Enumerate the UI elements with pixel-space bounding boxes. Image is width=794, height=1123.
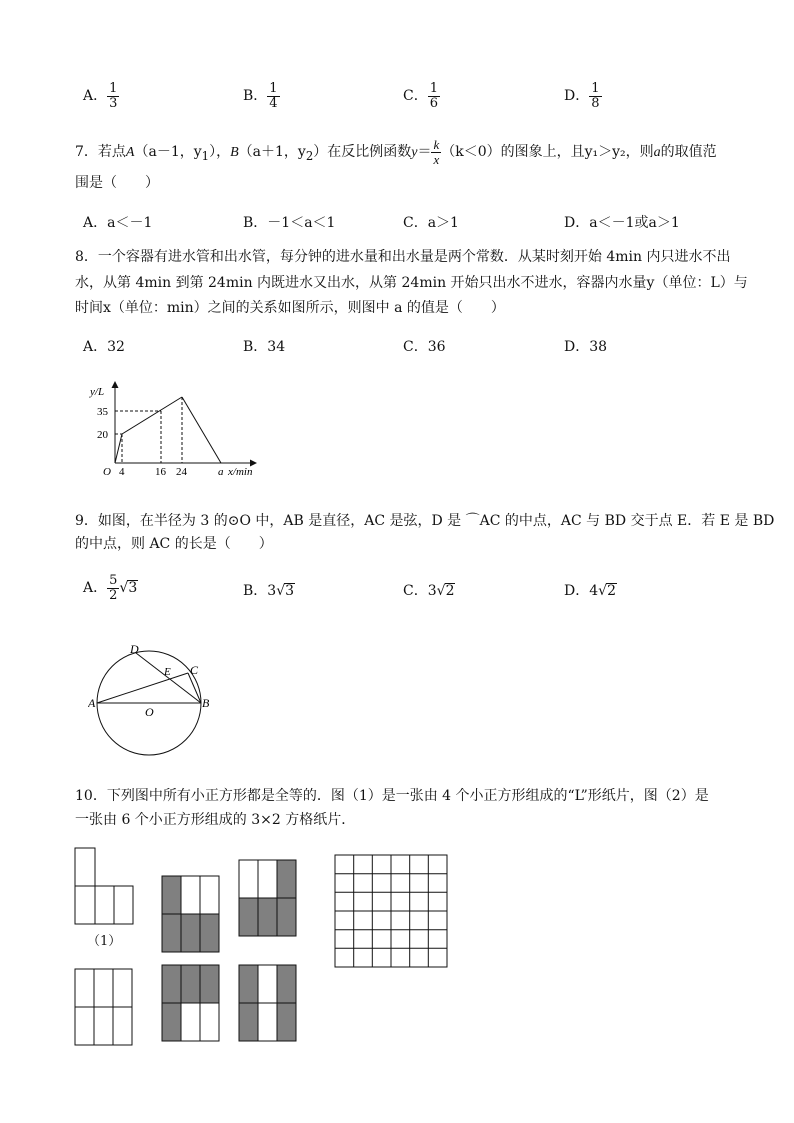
y-axis-label: y/L xyxy=(90,386,105,398)
q7-option-b: B．－1＜a＜1 xyxy=(243,215,336,231)
q9-option-a: A． $\frac{5}{2}$ √3 xyxy=(83,573,138,603)
x-tick-a: a xyxy=(218,466,224,478)
q8-stem-line1: 8．一个容器有进水管和出水管，每分钟的进水量和出水量是两个常数．从某时刻开始 4min 内只进水不出 xyxy=(75,249,731,265)
q10-fig1-label: （1） xyxy=(87,934,122,949)
q9-stem-line2: 的中点，则 AC 的长是（ ） xyxy=(75,536,273,552)
q7-stem-line1: 7．若点A（a－1，$y_1$），B（a＋1，$y_2$）在反比例函数y＝ $\frac{k}{x}$ （k＜0）的图象上，且y₁＞y₂，则a的取值范 xyxy=(75,137,717,167)
q6-option-c: C． $\frac{1}{6}$ xyxy=(403,81,438,111)
fraction: $\frac{1}{8}$ xyxy=(591,81,600,111)
fraction-k-over-x: $\frac{k}{x}$ xyxy=(433,137,440,167)
x-tick-24: 24 xyxy=(176,466,187,478)
fraction: $\frac{5}{2}$ xyxy=(109,573,118,603)
y-tick-35: 35 xyxy=(97,406,108,418)
point-c-label: C xyxy=(190,663,199,677)
q10-pattern-1 xyxy=(161,875,223,955)
q10-blank-3x2-figure xyxy=(74,968,136,1048)
q8-option-b: B．34 xyxy=(243,339,286,355)
q7-option-d: D．a＜－1或a＞1 xyxy=(564,215,680,231)
fraction: $\frac{1}{3}$ xyxy=(109,81,118,111)
q8-graph xyxy=(85,378,275,483)
origin-label: O xyxy=(103,466,111,478)
q6-option-d: D． $\frac{1}{8}$ xyxy=(564,81,600,111)
chord-ac xyxy=(97,673,188,703)
fraction: $\frac{1}{6}$ xyxy=(429,81,438,111)
y-tick-20: 20 xyxy=(97,429,108,441)
q6-option-a: A． $\frac{1}{3}$ xyxy=(83,81,118,111)
q8-option-d: D．38 xyxy=(564,339,608,355)
point-e-label: E xyxy=(164,666,171,678)
q8-stem-line3: 时间x（单位：min）之间的关系如图所示，则图中 a 的值是（ ） xyxy=(75,300,505,316)
q6-option-b: B． $\frac{1}{4}$ xyxy=(243,81,278,111)
fraction: $\frac{1}{4}$ xyxy=(269,81,278,111)
q10-l-shape-figure xyxy=(74,847,136,927)
graph-segment-drain xyxy=(182,397,221,463)
q8-option-a: A．32 xyxy=(83,339,125,355)
q9-stem-line1: 9．如图，在半径为 3 的⊙O 中，AB 是直径，AC 是弦，D 是 ⌒AC 的中点，AC 与 BD 交于点 E．若 E 是 BD xyxy=(75,513,775,529)
q8-option-c: C．36 xyxy=(403,339,446,355)
q7-option-a: A．a＜－1 xyxy=(83,215,153,231)
graph-segment-fill xyxy=(115,434,122,463)
graph-segment-both xyxy=(122,397,182,434)
q9-circle-figure xyxy=(88,640,218,758)
point-b-label: B xyxy=(202,696,210,710)
q10-pattern-2 xyxy=(238,859,300,939)
q10-square-grid xyxy=(334,854,450,970)
q8-stem-line2: 水，从第 4min 到第 24min 内既进水又出水，从第 24min 开始只出水不进水，容器内水量y（单位：L）与 xyxy=(75,275,748,291)
q10-stem-line2: 一张由 6 个小正方形组成的 3×2 方格纸片． xyxy=(75,812,356,828)
chord-bd xyxy=(136,653,201,703)
q9-option-b: B．3√3 xyxy=(243,583,295,599)
point-o-label: O xyxy=(145,705,154,719)
x-axis-label: x/min xyxy=(228,466,253,478)
x-tick-16: 16 xyxy=(155,466,166,478)
q9-option-c: C．3√2 xyxy=(403,583,455,599)
q10-pattern-4 xyxy=(238,964,300,1044)
q7-option-c: C．a＞1 xyxy=(403,215,459,231)
point-d-label: D xyxy=(130,642,139,656)
x-tick-4: 4 xyxy=(119,466,125,478)
q9-option-d: D．4√2 xyxy=(564,583,616,599)
q10-pattern-3 xyxy=(161,964,223,1044)
q7-stem-line2: 围是（ ） xyxy=(75,175,159,191)
point-a-label: A xyxy=(88,696,96,710)
q10-stem-line1: 10．下列图中所有小正方形都是全等的．图（1）是一张由 4 个小正方形组成的“L”形纸片，图（2）是 xyxy=(75,788,709,804)
